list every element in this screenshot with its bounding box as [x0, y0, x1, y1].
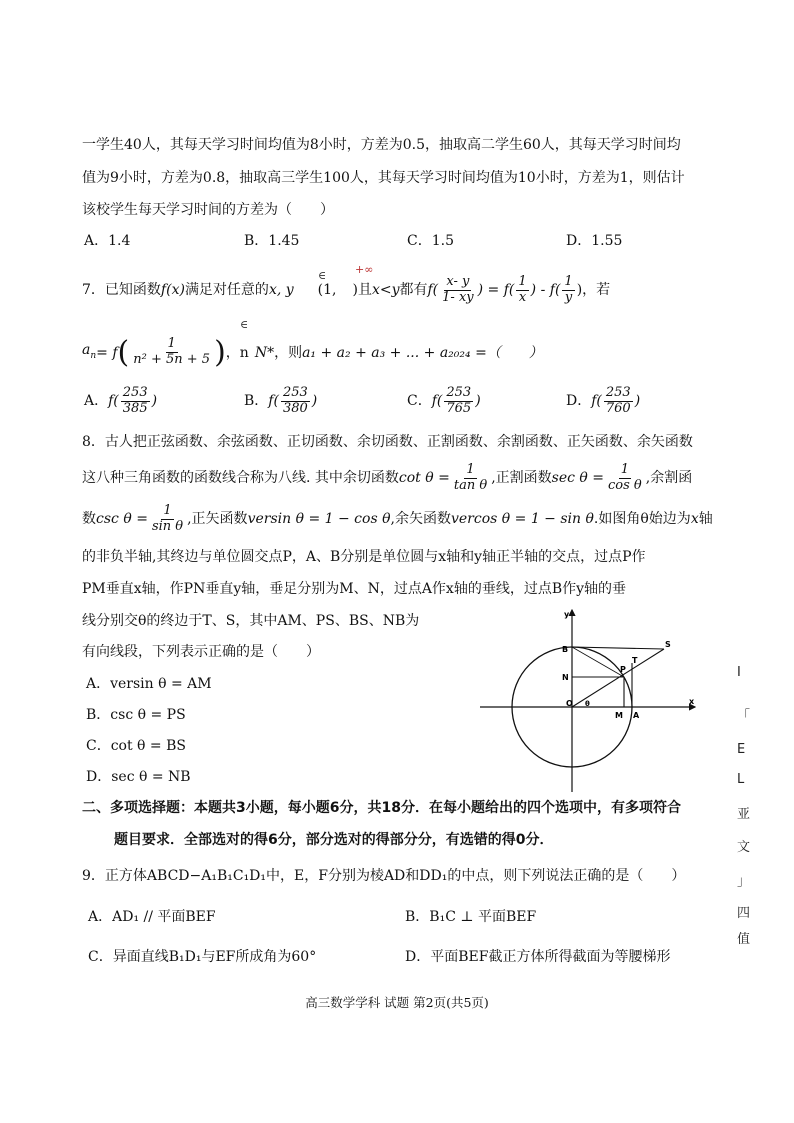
q7-fraction-1 [440, 275, 475, 306]
q7-end1: )，若 [576, 282, 611, 299]
q8-line6: 线分别交θ的终边于T、S，其中AM、PS、BS、NB为 [82, 613, 420, 629]
label-o: O [566, 699, 573, 708]
q7-sum: a₁ + a₂ + a₃ + ... + a₂₀₂₄ =（ ） [302, 344, 543, 361]
q9-stem: 9．正方体ABCD−A₁B₁C₁D₁中，E，F分别为棱AD和DD₁的中点，则下列说法正确的是（ ） [82, 868, 686, 884]
q7-eq2: = f [96, 344, 118, 361]
label-t: T [632, 656, 638, 665]
q7-xlty: x<y [371, 282, 400, 299]
q7-frac1-den: 1- xy [442, 289, 474, 305]
q8-cot: cot θ = [398, 470, 450, 486]
q8-vercos: vercos θ = 1 − sin θ [450, 511, 594, 527]
q6-line3: 该校学生每天学习时间的方差为（ ） [82, 202, 334, 218]
q7-stem-line1 [82, 275, 610, 306]
q8-line2: 这八种三角函数的函数线合称为八线. 其中余切函数 cot θ = $\frac{1}{\text{tan θ}}$ ,正割函数 sec θ = $\frac{1}{\text{cos θ}}$ ,余割函 [82, 458, 692, 498]
label-m: M [615, 711, 623, 720]
q7-f-open: f( [427, 282, 439, 299]
q7-nstar: N* [254, 344, 275, 361]
q7-an-fraction [131, 337, 212, 368]
q7-an-den: n² + 5n + 5 [133, 352, 211, 368]
q8-option-a: A．versin θ = AM [86, 676, 212, 692]
q7-option-a: A． f( $\frac{253}{385}$ ) [84, 385, 158, 416]
q7-fx: f(x) [160, 282, 185, 299]
q7-option-c: C． f( $\frac{253}{765}$ ) [407, 385, 481, 416]
q7-mark-in: ∈ [318, 269, 327, 282]
q7-cond: )且 [352, 282, 372, 299]
q7-xy: x, y [268, 282, 294, 299]
label-a: A [633, 711, 640, 720]
edge-fragment-6: 文 [737, 840, 751, 855]
edge-fragment-3: E [737, 742, 746, 757]
q8-line1: 8．古人把正弦函数、余弦函数、正切函数、余切函数、正割函数、余割函数、正矢函数、余矢函数 [82, 434, 693, 450]
q7-eq1: ) = f( [477, 282, 515, 299]
q7-interval: (1, [317, 282, 337, 299]
q6-option-b: B．1.45 [244, 233, 300, 249]
q7-an-num: 1 [167, 336, 176, 352]
edge-fragment-9: 值 [737, 932, 751, 947]
q7-frac2-num: 1 [518, 274, 527, 289]
q7-option-b: B． f( $\frac{253}{380}$ ) [244, 385, 318, 416]
q9-option-b: B．B₁C ⊥ 平面BEF [405, 909, 537, 925]
q9-option-c: C．异面直线B₁D₁与EF所成角为60° [88, 949, 317, 965]
label-theta: θ [585, 700, 590, 708]
q8-sec: sec θ = [551, 470, 605, 486]
edge-fragment-5: 亚 [737, 807, 751, 822]
edge-fragment-1: I [737, 665, 741, 680]
q7-frac1-num: x- y [446, 274, 470, 289]
label-n: N [562, 673, 569, 682]
q6-option-d: D．1.55 [566, 233, 623, 249]
q6-option-a: A．1.4 [84, 233, 131, 249]
q7-frac3-num: 1 [564, 274, 573, 289]
page-footer: 高三数学学科 试题 第2页(共5页) [305, 995, 489, 1010]
edge-fragment-2: 「 [737, 709, 751, 724]
q6-line1: 一学生40人，其每天学习时间均值为8小时，方差为0.5，抽取高二学生60人，其每天学习时间均 [82, 137, 681, 153]
q9-option-a: A．AD₁ // 平面BEF [88, 909, 216, 925]
q8-option-b: B．csc θ = PS [86, 707, 186, 723]
label-x: x [689, 697, 695, 706]
q7-mark-inf: +∞ [355, 263, 374, 276]
q7-fraction-3 [562, 275, 574, 306]
q7-then: ，则 [274, 344, 303, 361]
q8-line4: 的非负半轴,其终边与单位圆交点P，A、B分别是单位圆与x轴和y轴正半轴的交点，过点P作 [82, 549, 646, 565]
label-p: P [620, 665, 626, 674]
q7-an: $a_n$ [82, 342, 97, 361]
q7-intro: 7．已知函数 [82, 282, 161, 299]
q7-allhave: 都有 [399, 282, 428, 299]
q6-line2: 值为9小时，方差为0.8，抽取高三学生100人，其每天学习时间均值为10小时，方差为1，则估计 [82, 170, 685, 186]
q8-line3: 数 csc θ = $\frac{1}{\text{sin θ}}$ ,正矢函数 versin θ = 1 − cos θ ,余矢函数 vercos θ = 1 − sin θ .如图角θ始边为 x 轴 [82, 499, 713, 539]
section2-heading: 二、多项选择题：本题共3小题，每小题6分，共18分．在每小题给出的四个选项中，有多项符合 [82, 800, 681, 816]
edge-fragment-8: 四 [737, 906, 751, 921]
q8-option-c: C．cot θ = BS [86, 738, 186, 754]
q7-stem-line2: $a_n$ = f ( $\frac{1}{\text{n² + 5n + 5}}$ ) ，n N* ，则 a₁ + a₂ + a₃ + ... + a₂₀₂₄ =（ ） [82, 330, 543, 376]
q7-frac2-den: x [518, 289, 527, 305]
edge-fragment-4: L [737, 772, 745, 787]
section2-rules: 题目要求．全部选对的得6分，部分选对的得部分分，有选错的得0分． [114, 832, 554, 848]
q7-fraction-2 [516, 275, 528, 306]
q7-mark-in-2: ∈ [240, 318, 249, 331]
q8-csc: csc θ = [96, 511, 148, 527]
edge-fragment-7: 」 [737, 874, 751, 889]
label-b: B [562, 645, 569, 654]
q7-any: 满足对任意的 [184, 282, 269, 299]
q8-line5: PM垂直x轴，作PN垂直y轴，垂足分别为M、N，过点A作x轴的垂线，过点B作y轴的垂 [82, 581, 627, 597]
q6-option-c: C．1.5 [407, 233, 454, 249]
q7-frac3-den: y [564, 289, 573, 305]
unit-circle-figure [475, 600, 705, 795]
q7-nin: ，n [225, 344, 249, 361]
q7-minus: ) - f( [530, 282, 561, 299]
label-y: y [564, 610, 570, 619]
q8-option-d: D．sec θ = NB [86, 769, 191, 785]
q7-option-d: D． f( $\frac{253}{760}$ ) [566, 385, 641, 416]
q9-option-d: D．平面BEF截正方体所得截面为等腰梯形 [405, 949, 671, 965]
q8-versin: versin θ = 1 − cos θ [247, 511, 391, 527]
b-to-p [572, 647, 624, 677]
label-s: S [665, 640, 671, 649]
q8-line7: 有向线段，下列表示正确的是（ ） [82, 644, 320, 660]
terminal-side [572, 649, 664, 707]
